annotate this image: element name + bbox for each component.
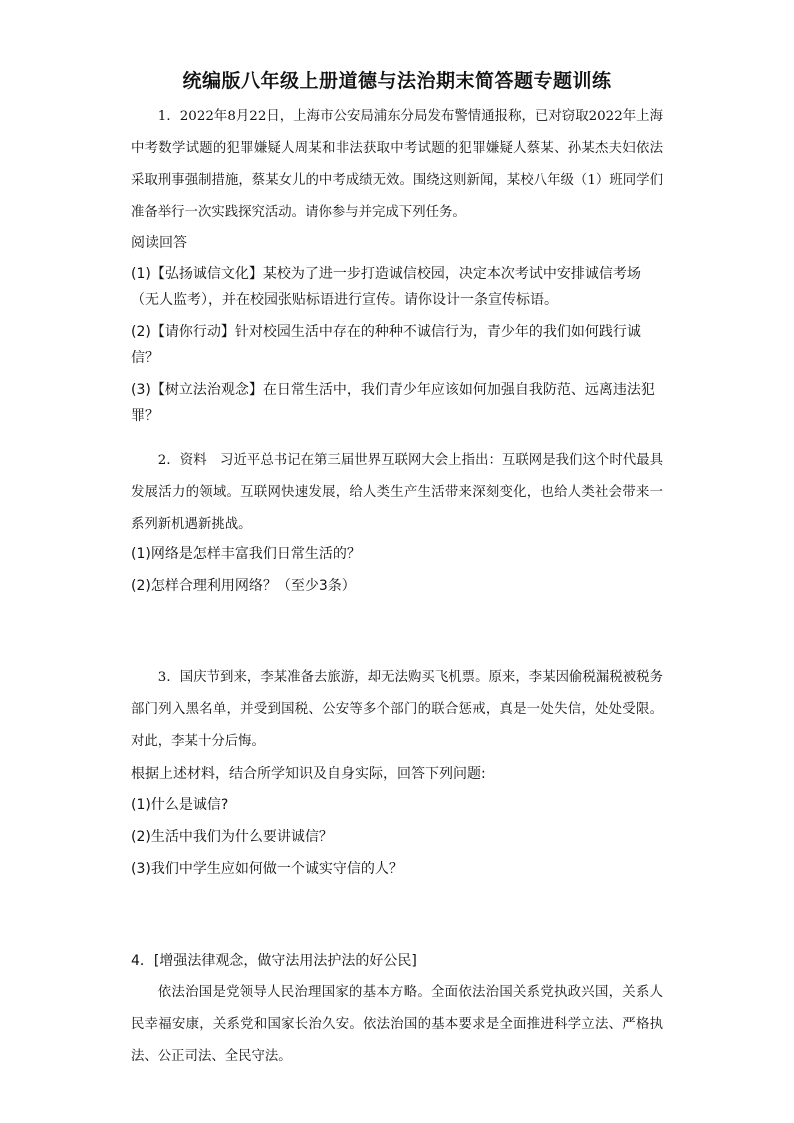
question-4-heading: 4．[增强法律观念，做守法用法护法的好公民]: [131, 953, 417, 969]
question-1-items: [131, 261, 663, 435]
question-2-item-2: (2)怎样合理利用网络？（至少3条）: [131, 578, 356, 594]
question-3-items: [131, 792, 663, 888]
question-2: [131, 445, 663, 541]
question-3-prompt: 根据上述材料，结合所学知识及自身实际，回答下列问题:: [131, 766, 486, 782]
question-3-item-1: (1)什么是诚信?: [131, 797, 229, 813]
question-2-item-1: (1)网络是怎样丰富我们日常生活的？: [131, 546, 361, 562]
question-1-item-3: (3)【树立法治观念】在日常生活中，我们青少年应该如何加强自我防范、远离违法犯罪？: [131, 382, 655, 424]
question-4-heading-block: [131, 948, 663, 974]
question-3-material: 3．国庆节到来，李某准备去旅游，却无法购买飞机票。原来，李某因偷税漏税被税务部门列入黑名单，并受到国税、公安等多个部门的联合惩戒，真是一处失信，处处受限。对此，李某十分后悔。: [131, 670, 663, 749]
question-4-material: 依法治国是党领导人民治理国家的基本方略。全面依法治国关系党执政兴国，关系人民幸福安康，关系党和国家长治久安。依法治国的基本要求是全面推进科学立法、严格执法、公正司法、全民守法。: [131, 985, 663, 1064]
question-1: [131, 101, 663, 229]
question-1-item-1: (1)【弘扬诚信文化】某校为了进一步打造诚信校园，决定本次考试中安排诚信考场（无人监考），并在校园张贴标语进行宣传。请你设计一条宣传标语。: [131, 266, 641, 308]
question-3-prompt-block: [131, 761, 663, 787]
question-1-prompt-block: [131, 230, 663, 256]
question-3-item-3: (3)我们中学生应如何做一个诚实守信的人？: [131, 861, 403, 877]
question-3: [131, 662, 663, 758]
question-2-items: [131, 541, 663, 605]
question-1-prompt: 阅读回答: [131, 235, 187, 251]
page-title: 统编版八年级上册道德与法治期末简答题专题训练: [182, 70, 612, 92]
question-1-item-2: (2)【请你行动】针对校园生活中存在的种种不诚信行为，青少年的我们如何践行诚信？: [131, 324, 641, 366]
question-3-item-2: (2)生活中我们为什么要讲诚信？: [131, 829, 333, 845]
question-2-material: 2．资料 习近平总书记在第三届世界互联网大会上指出：互联网是我们这个时代最具发展活力的领域。互联网快速发展，给人类生产生活带来深刻变化，也给人类社会带来一系列新机遇新挑战。: [131, 453, 663, 532]
question-4: [131, 977, 663, 1073]
question-1-material: 1．2022年8月22日，上海市公安局浦东分局发布警情通报称，已对窃取2022年上海中考数学试题的犯罪嫌疑人周某和非法获取中考试题的犯罪嫌疑人蔡某、孙某杰夫妇依法采取刑事强制措施，蔡某女儿的中考成绩无效。围绕这则新闻，某校八年级（1）班同学们准备举行一次实践探究活动。请你参与并完成下列任务。: [131, 109, 663, 220]
